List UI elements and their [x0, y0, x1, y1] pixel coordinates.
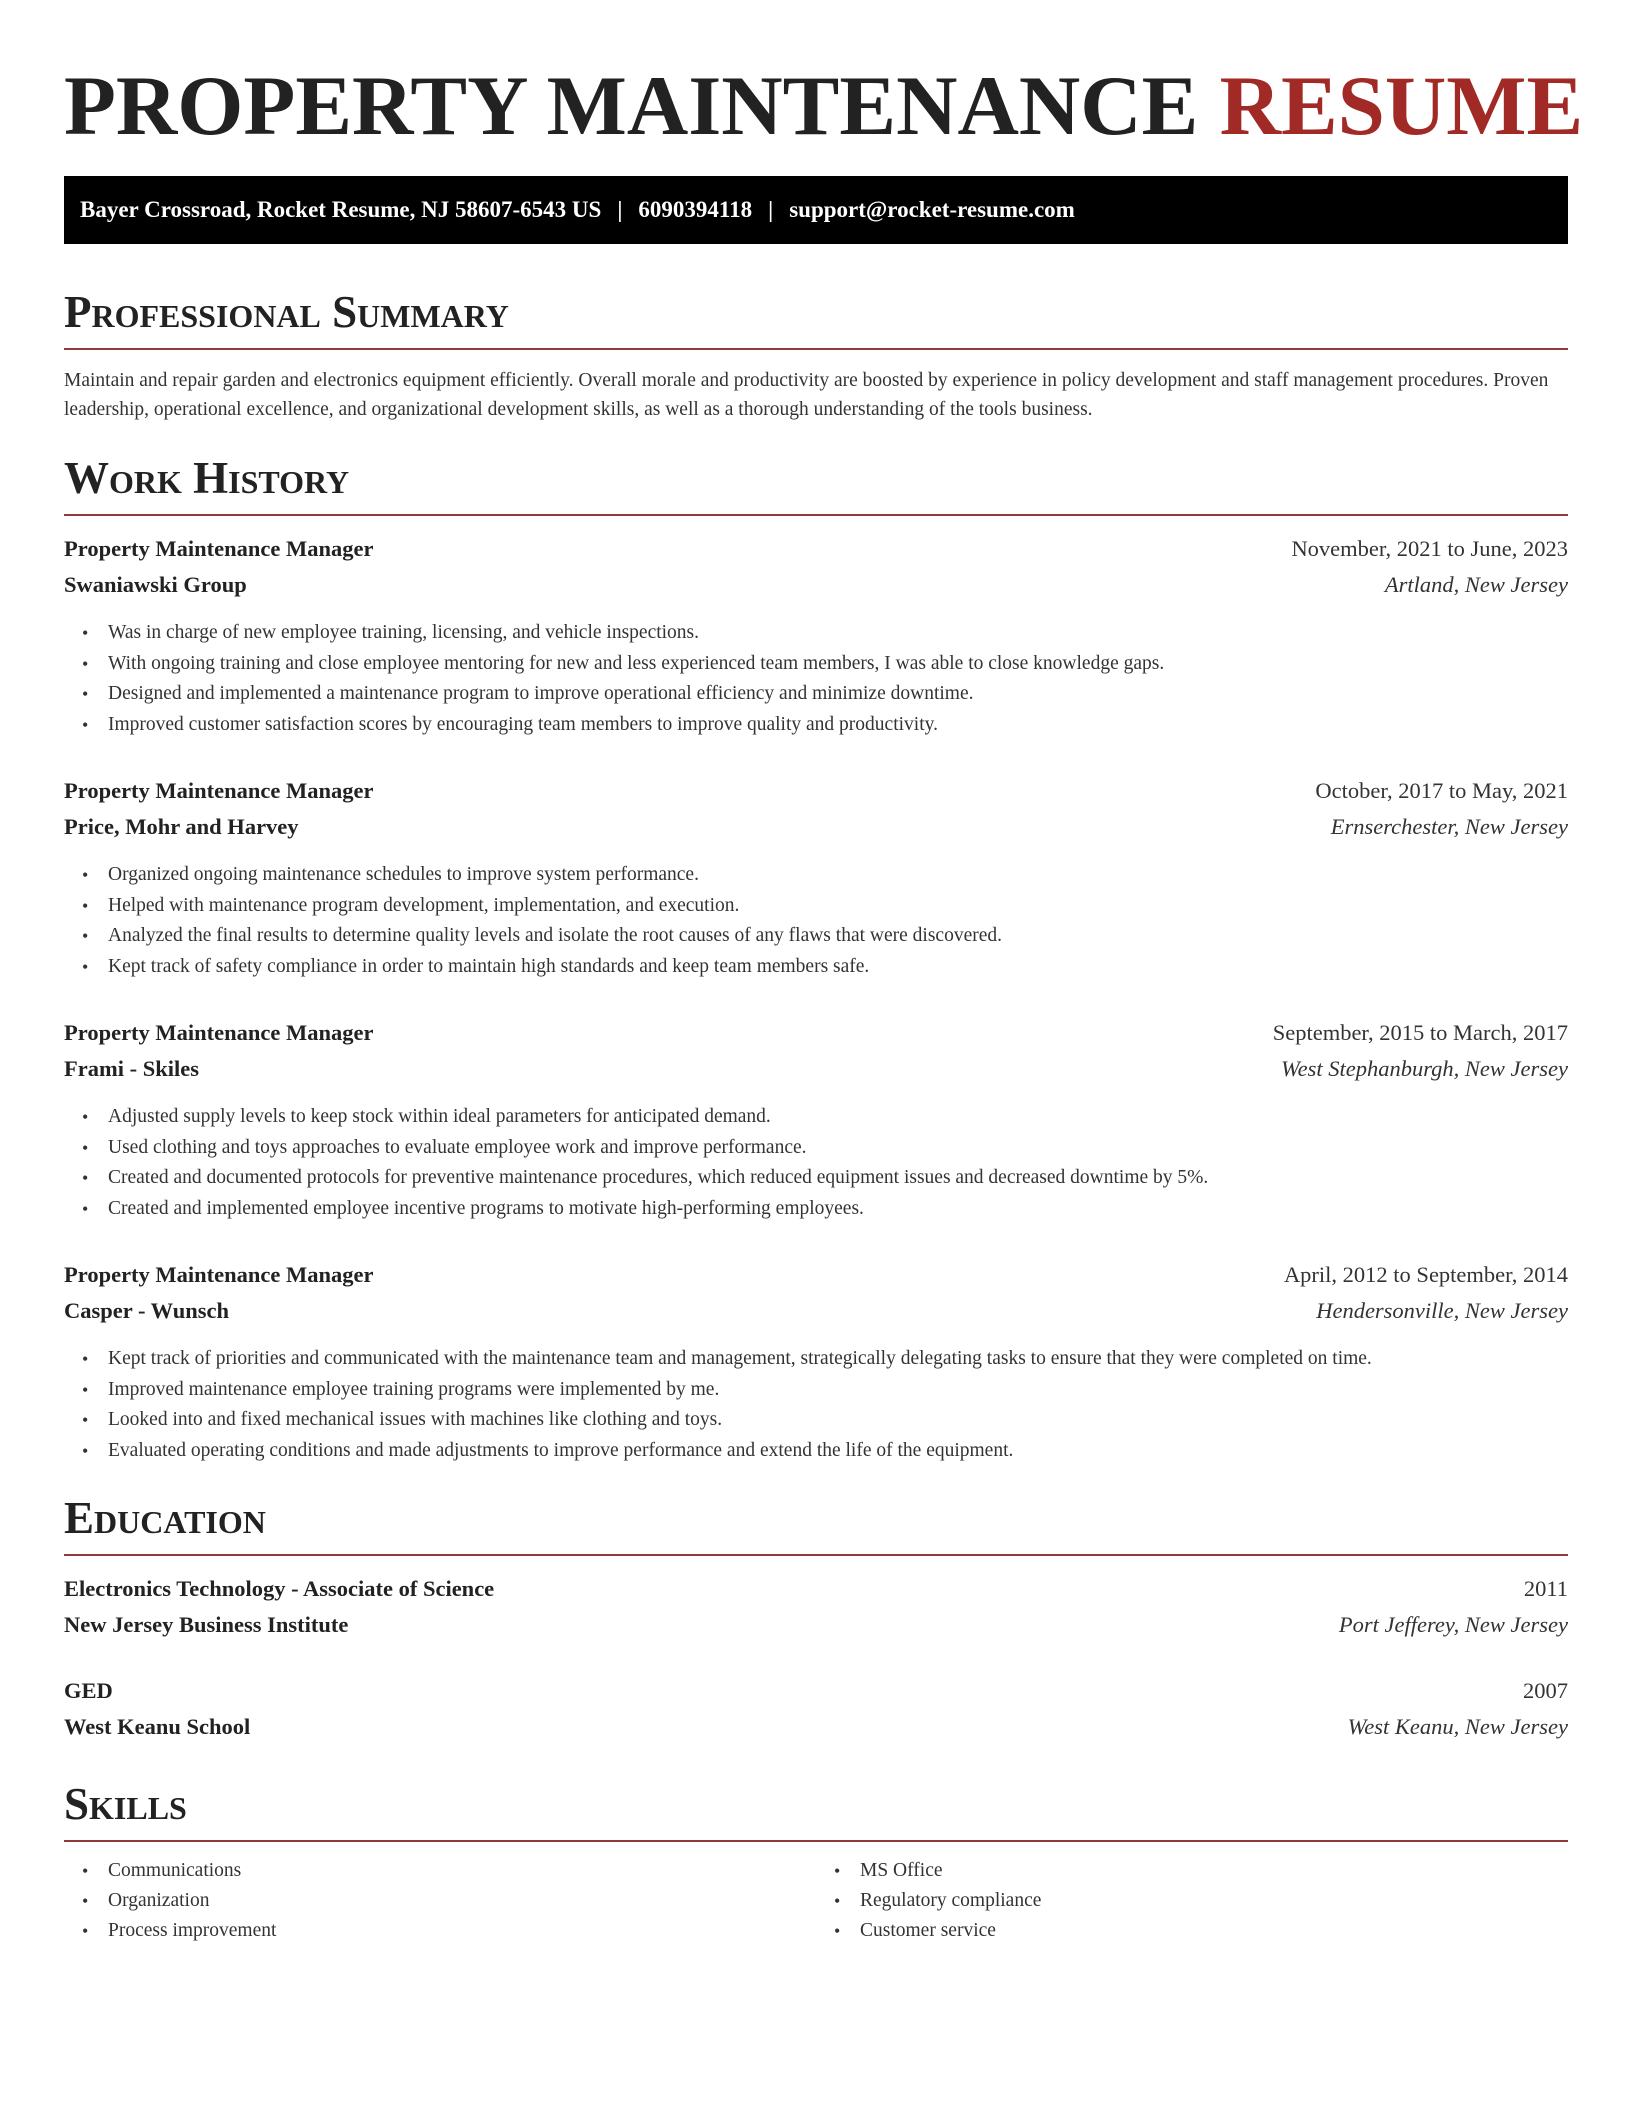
contact-bar	[64, 176, 1568, 244]
job-dates: September, 2015 to March, 2017	[1272, 1020, 1568, 1045]
job-bullets	[64, 1344, 1568, 1466]
skill-item: • MS Office	[860, 1856, 1568, 1886]
job-dates: October, 2017 to May, 2021	[1315, 778, 1568, 803]
job-bullet: • Improved customer satisfaction scores by encouraging team members to improve quality and productivity.	[108, 710, 1568, 741]
job-bullet: • Kept track of priorities and communicated with the maintenance team and management, strategically delegating tasks to ensure that they were completed on time.	[108, 1344, 1568, 1375]
job-bullet: • Created and implemented employee incentive programs to motivate high-performing employees.	[108, 1194, 1568, 1225]
job-bullet: • Evaluated operating conditions and made adjustments to improve performance and extend the life of the equipment.	[108, 1436, 1568, 1467]
contact-separator: |	[768, 197, 774, 222]
job-bullet: • Organized ongoing maintenance schedules to improve system performance.	[108, 860, 1568, 891]
job-entry	[64, 536, 1568, 740]
job-entry	[64, 778, 1568, 982]
job-entry	[64, 1020, 1568, 1224]
job-bullet: • Used clothing and toys approaches to evaluate employee work and improve performance.	[108, 1133, 1568, 1164]
contact-separator: |	[617, 197, 623, 222]
job-bullet: • Designed and implemented a maintenance program to improve operational efficiency and minimize downtime.	[108, 679, 1568, 710]
job-title: Property Maintenance Manager	[64, 536, 374, 561]
job-bullet: • Improved maintenance employee training programs were implemented by me.	[108, 1375, 1568, 1406]
title-accent: RESUME	[1219, 59, 1584, 153]
job-bullet: • Looked into and fixed mechanical issues with machines like clothing and toys.	[108, 1405, 1568, 1436]
skill-item: • Process improvement	[108, 1916, 816, 1946]
education-heading: Education	[64, 1492, 1568, 1556]
job-dates: April, 2012 to September, 2014	[1283, 1262, 1568, 1287]
summary-text: Maintain and repair garden and electronics equipment efficiently. Overall morale and productivity are boosted by experience in policy development and staff management procedures. Proven leadership, operational excellence, and organizational development skills, as well as a thorough understanding of the tools business.	[64, 370, 1549, 420]
contact-address: Bayer Crossroad, Rocket Resume, NJ 58607-6543 US	[80, 197, 602, 222]
education-school: New Jersey Business Institute	[64, 1612, 349, 1637]
education-entry	[64, 1678, 1568, 1750]
job-company: Price, Mohr and Harvey	[64, 814, 299, 839]
skill-item: • Organization	[108, 1886, 816, 1916]
skill-item: • Communications	[108, 1856, 816, 1886]
job-title: Property Maintenance Manager	[64, 1262, 374, 1287]
education-entry	[64, 1576, 1568, 1648]
job-bullet: • Analyzed the final results to determine quality levels and isolate the root causes of any flaws that were discovered.	[108, 921, 1568, 952]
job-location: Ernserchester, New Jersey	[1330, 814, 1568, 839]
title-main: PROPERTY MAINTENANCE	[64, 59, 1199, 153]
job-company: Frami - Skiles	[64, 1056, 199, 1081]
skills-column	[64, 1856, 816, 1946]
summary-heading: Professional Summary	[64, 286, 1568, 350]
job-bullet: • Created and documented protocols for preventive maintenance procedures, which reduced equipment issues and decreased downtime by 5%.	[108, 1163, 1568, 1194]
job-bullets	[64, 618, 1568, 740]
job-entry	[64, 1262, 1568, 1466]
skills-heading: Skills	[64, 1778, 1568, 1842]
contact-email: support@rocket-resume.com	[789, 197, 1075, 222]
job-title: Property Maintenance Manager	[64, 1020, 374, 1045]
job-bullets	[64, 860, 1568, 982]
skill-item: • Regulatory compliance	[860, 1886, 1568, 1916]
job-bullet: • Helped with maintenance program development, implementation, and execution.	[108, 891, 1568, 922]
work-history-heading: Work History	[64, 452, 1568, 516]
education-location: Port Jefferey, New Jersey	[1338, 1612, 1568, 1637]
skills-grid	[64, 1856, 1568, 1946]
resume-page	[64, 0, 1584, 1946]
job-title: Property Maintenance Manager	[64, 778, 374, 803]
job-company: Swaniawski Group	[64, 572, 247, 597]
job-bullet: • With ongoing training and close employee mentoring for new and less experienced team members, I was able to close knowledge gaps.	[108, 649, 1568, 680]
job-bullet: • Was in charge of new employee training, licensing, and vehicle inspections.	[108, 618, 1568, 649]
education-degree: Electronics Technology - Associate of Science	[64, 1576, 495, 1601]
education-year: 2011	[1523, 1576, 1568, 1601]
job-location: Hendersonville, New Jersey	[1316, 1298, 1568, 1323]
resume-title	[64, 56, 1584, 156]
education-school: West Keanu School	[64, 1714, 251, 1739]
job-bullet: • Kept track of safety compliance in order to maintain high standards and keep team members safe.	[108, 952, 1568, 983]
contact-phone: 6090394118	[638, 197, 753, 222]
job-bullets	[64, 1102, 1568, 1224]
education-location: West Keanu, New Jersey	[1347, 1714, 1568, 1739]
education-degree: GED	[64, 1678, 113, 1703]
job-bullet: • Adjusted supply levels to keep stock within ideal parameters for anticipated demand.	[108, 1102, 1568, 1133]
job-location: West Stephanburgh, New Jersey	[1280, 1056, 1568, 1081]
job-location: Artland, New Jersey	[1384, 572, 1568, 597]
job-company: Casper - Wunsch	[64, 1298, 230, 1323]
skill-item: • Customer service	[860, 1916, 1568, 1946]
job-dates: November, 2021 to June, 2023	[1291, 536, 1568, 561]
education-year: 2007	[1523, 1678, 1568, 1703]
skills-column	[816, 1856, 1568, 1946]
